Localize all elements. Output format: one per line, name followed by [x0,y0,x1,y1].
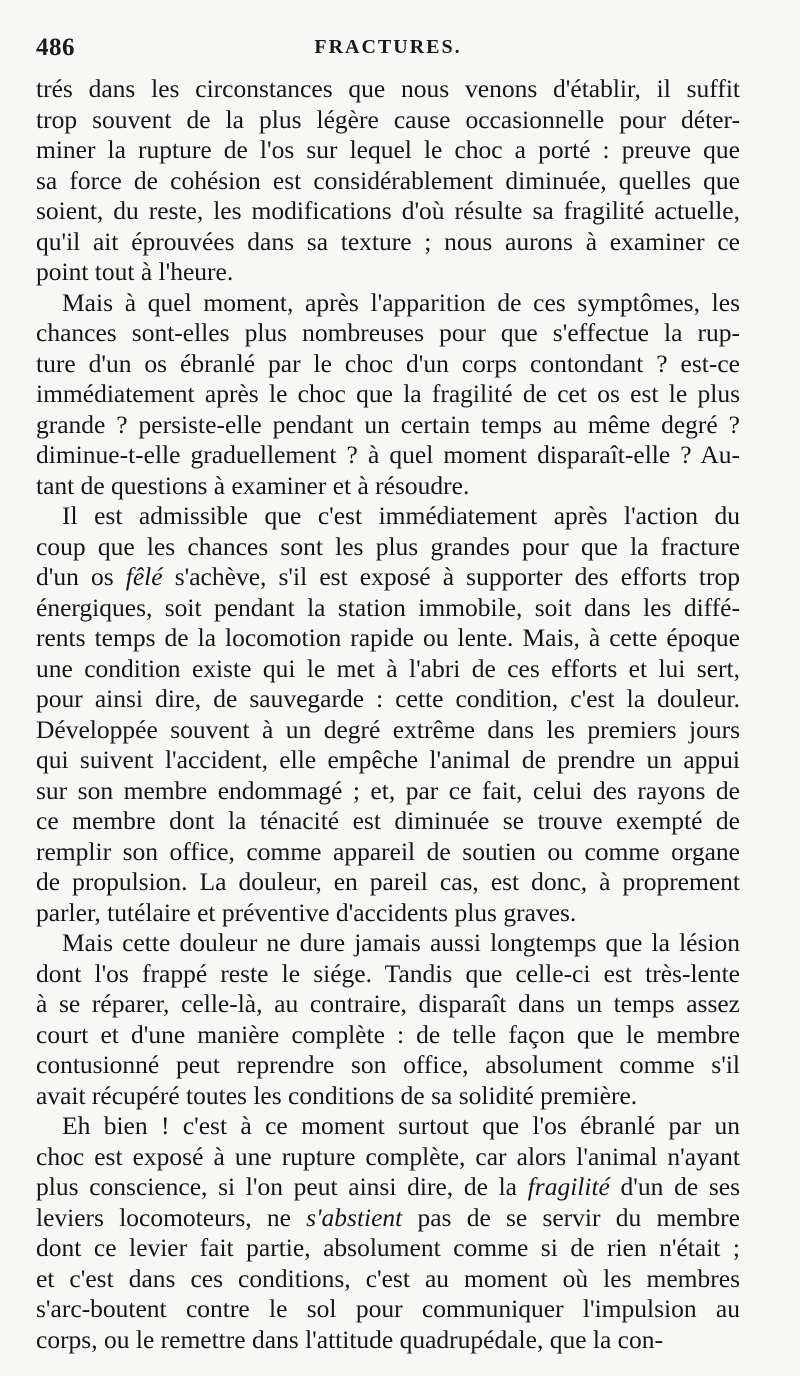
text-line: sur son membre endommagé ; et, par ce fait, celui des rayons de [36,775,740,805]
text-line: qui suivent l'accident, elle empêche l'animal de prendre un appui [36,745,740,774]
text-line: court et d'une manière complète : de telle façon que le membre [36,1019,740,1049]
text-line: grande ? persiste-elle pendant un certain temps au même degré ? [36,409,740,439]
text-line: remplir son office, comme appareil de soutien ou comme organe [36,836,740,866]
text-line: qu'il ait éprouvées dans sa texture ; nous aurons à examiner ce [36,226,740,256]
text-line: avait récupéré toutes les conditions de sa solidité première. [36,1080,638,1110]
text-line: à se réparer, celle-là, au contraire, disparaît dans un temps assez [36,989,740,1018]
text-line: Il est admissible que c'est immédiatement après l'action du [62,501,740,530]
text-line: soient, du reste, les modifications d'où résulte sa fragilité actuelle, [36,196,740,225]
text-line: Développée souvent à un degré extrême dans les premiers jours [36,714,740,744]
text-line: s'arc-boutent contre le sol pour communiquer l'impulsion au [36,1294,740,1323]
text-line: rents temps de la locomotion rapide ou lente. Mais, à cette époque [36,623,740,652]
text-line: plus conscience, si l'on peut ainsi dire, de la fragilité d'un de ses [36,1172,741,1201]
text-line: diminue-t-elle graduellement ? à quel moment disparaît-elle ? Au- [36,440,740,469]
paragraph [36,501,740,928]
text-line: dont ce levier fait partie, absolument comme si de rien n'était ; [36,1233,740,1262]
italic-emphasis: fêlé [125,562,163,591]
text-line: de propulsion. La douleur, en pareil cas, est donc, à proprement [36,867,740,896]
text-line: corps, ou le remettre dans l'attitude quadrupédale, que la con- [36,1324,663,1354]
text-line: et c'est dans ces conditions, c'est au moment où les membres [36,1263,740,1293]
text-line: choc est exposé à une rupture complète, car alors l'animal n'ayant [36,1141,740,1171]
text-line: énergiques, soit pendant la station immobile, soit dans les diffé- [36,592,740,622]
italic-emphasis: s'abstient [306,1202,403,1232]
page-number: 486 [36,34,75,61]
text-line: Eh bien ! c'est à ce moment surtout que l'os ébranlé par un [62,1111,740,1140]
text-line: Mais cette douleur ne dure jamais aussi longtemps que la lésion [62,928,740,957]
italic-emphasis: fragilité [527,1172,610,1201]
text-line: pour ainsi dire, de sauvegarde : cette condition, c'est la douleur. [36,684,740,713]
text-line: coup que les chances sont les plus grandes pour que la fracture [36,531,740,561]
text-line: une condition existe qui le met à l'abri de ces efforts et lui sert, [36,653,740,683]
text-line: contusionné peut reprendre son office, absolument comme s'il [36,1050,740,1079]
text-line: point tout à l'heure. [36,257,234,286]
text-line: chances sont-elles plus nombreuses pour que s'effectue la rup- [36,318,740,347]
text-line: parler, tutélaire et préventive d'accidents plus graves. [36,897,577,927]
text-line: trop souvent de la plus légère cause occasionnelle pour déter- [36,104,740,134]
body-text [36,74,740,1355]
text-line: miner la rupture de l'os sur lequel le choc a porté : preuve que [36,135,740,164]
text-line: ture d'un os ébranlé par le choc d'un corps contondant ? est-ce [36,348,740,378]
paragraph [36,928,740,1111]
text-line: d'un os fêlé s'achève, s'il est exposé à supporter des efforts trop [36,562,740,591]
text-line: Mais à quel moment, après l'apparition de ces symptômes, les [62,287,740,317]
text-line: tant de questions à examiner et à résoudre. [36,470,470,500]
paragraph [36,288,740,502]
paragraph [36,74,740,288]
text-line: leviers locomoteurs, ne s'abstient pas de se servir du membre [36,1202,740,1232]
paragraph [36,1111,740,1355]
text-line: trés dans les circonstances que nous venons d'établir, il suffit [36,74,740,103]
text-line: ce membre dont la ténacité est diminuée se trouve exempté de [36,806,740,835]
text-line: sa force de cohésion est considérablement diminuée, quelles que [36,165,740,195]
chapter-title: FRACTURES. [314,36,462,58]
text-line: dont l'os frappé reste le siége. Tandis que celle-ci est très-lente [36,958,740,988]
text-line: immédiatement après le choc que la fragilité de cet os est le plus [36,379,740,408]
running-head [36,34,740,62]
